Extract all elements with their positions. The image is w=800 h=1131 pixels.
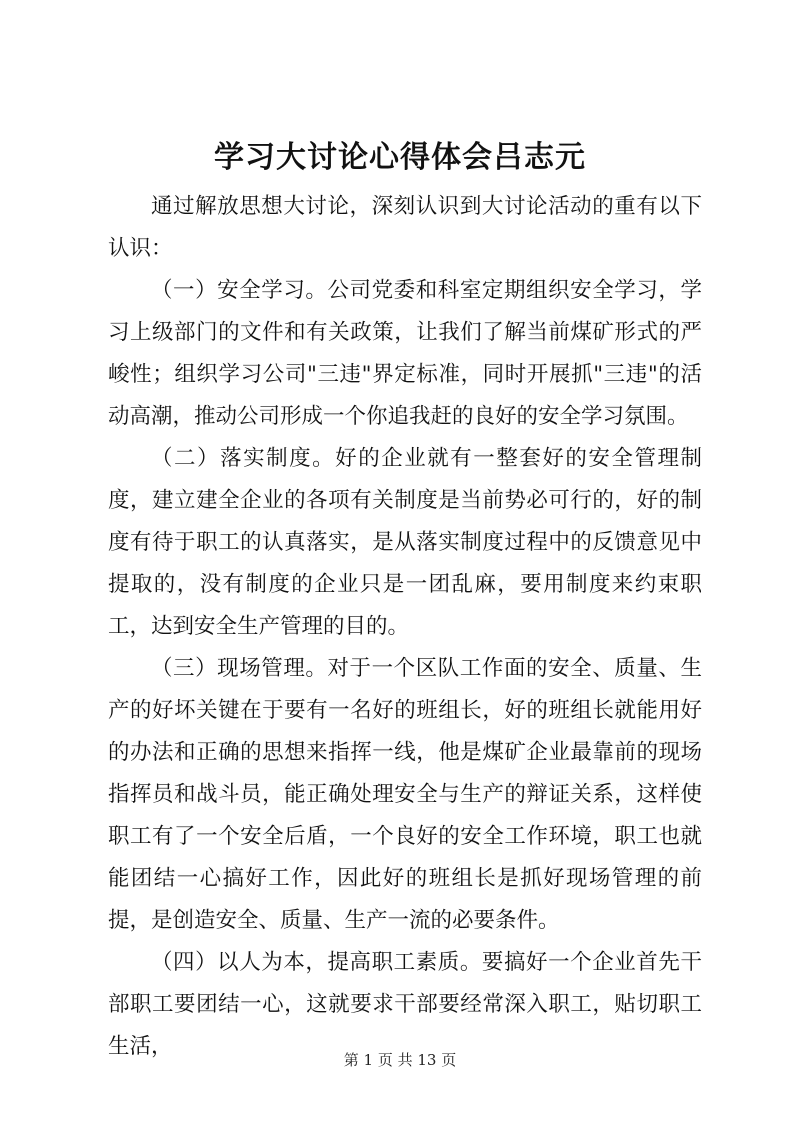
paragraph-site-management: （三）现场管理。对于一个区队工作面的安全、质量、生产的好坏关键在于要有一名好的班组长，好的班组长就能用好的办法和正确的思想来指挥一线，他是煤矿企业最靠前的现场指挥员和战斗员，能正确处理安全与生产的辩证关系，这样使职工有了一个安全后盾，一个良好的安全工作环境，职工也就能团结一心搞好工作，因此好的班组长是抓好现场管理的前提，是创造安全、质量、生产一流的必要条件。 [108, 656, 702, 933]
paragraph-safety-study: （一）安全学习。公司党委和科室定期组织安全学习，学习上级部门的文件和有关政策，让我们了解当前煤矿形式的严峻性；组织学习公司"三违"界定标准，同时开展抓"三违"的活动高潮，推动公司形成一个你追我赶的良好的安全学习氛围。 [108, 278, 702, 429]
document-title: 学习大讨论心得体会吕志元 [214, 140, 586, 175]
document-body [108, 186, 702, 1068]
paragraph-people-oriented: （四）以人为本，提高职工素质。要搞好一个企业首先干部职工要团结一心，这就要求干部要经常深入职工，贴切职工生活， [108, 950, 702, 1059]
paragraph-intro: 通过解放思想大讨论，深刻认识到大讨论活动的重有以下认识： [108, 194, 702, 261]
paragraph-implement-rules: （二）落实制度。好的企业就有一整套好的安全管理制度，建立建全企业的各项有关制度是当前势必可行的，好的制度有待于职工的认真落实，是从落实制度过程中的反馈意见中提取的，没有制度的企业只是一团乱麻，要用制度来约束职工，达到安全生产管理的目的。 [108, 446, 702, 639]
page-footer: 第 1 页 共 13 页 [343, 1051, 457, 1069]
